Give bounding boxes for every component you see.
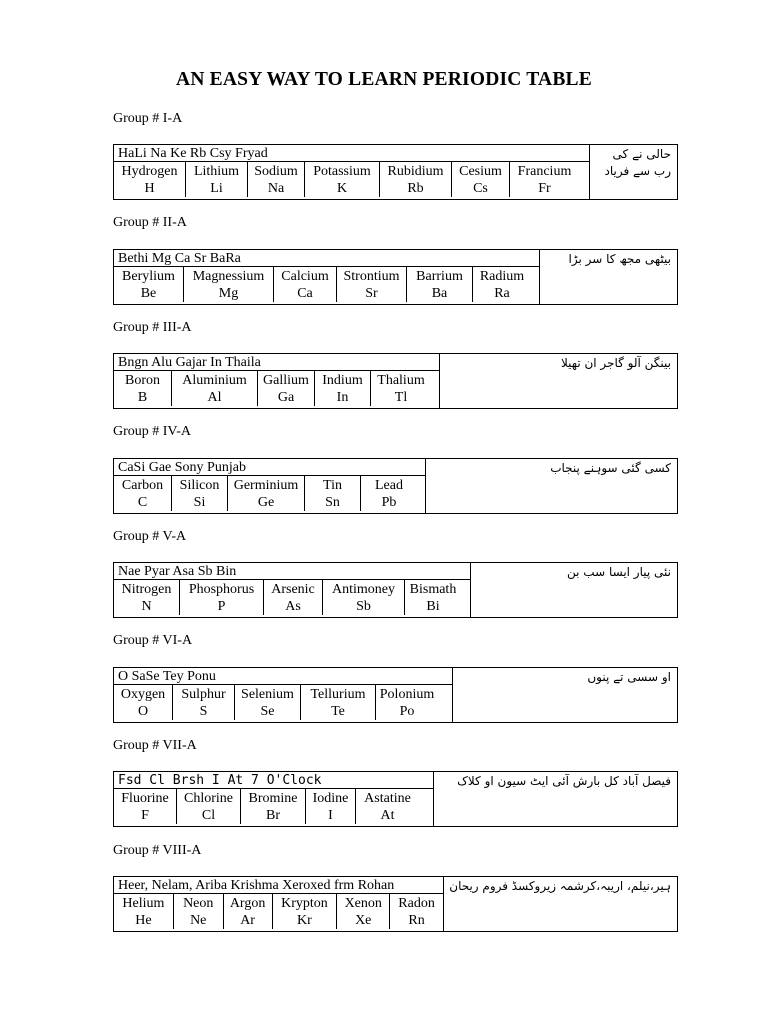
element-symbol: N: [141, 599, 152, 614]
element-symbol: H: [144, 181, 155, 196]
mnemonic-text: Bngn Alu Gajar In Thaila: [114, 354, 439, 371]
element-name: Barrium: [416, 269, 463, 284]
element-symbol: B: [137, 390, 148, 405]
element-symbol: Ga: [277, 390, 295, 405]
element-cell: [114, 267, 184, 302]
element-cell: [273, 894, 338, 929]
element-row: [114, 476, 425, 511]
element-name: Arsenic: [271, 582, 315, 597]
element-symbol: Al: [207, 390, 222, 405]
element-name: Bromine: [248, 791, 298, 806]
group-table: [113, 144, 678, 200]
element-name: Tellurium: [310, 687, 366, 702]
element-row: [114, 371, 439, 406]
element-cell: [248, 162, 305, 197]
element-cell: [114, 685, 173, 720]
element-symbol: F: [141, 808, 149, 823]
page-title: AN EASY WAY TO LEARN PERIODIC TABLE: [176, 69, 592, 90]
element-symbol: Sn: [325, 495, 340, 510]
urdu-line: رب سے فریاد: [604, 164, 671, 178]
group-table: [113, 771, 678, 827]
element-symbol: Rn: [408, 913, 425, 928]
element-cell: [180, 580, 264, 615]
element-symbol: C: [137, 495, 148, 510]
element-name: Hydrogen: [121, 164, 178, 179]
element-name: Aluminium: [182, 373, 247, 388]
element-symbol: Be: [140, 286, 157, 301]
element-cell: [356, 789, 419, 824]
element-cell: [177, 789, 241, 824]
urdu-line: بیٹھی مجھ کا سر بڑا: [568, 252, 671, 266]
urdu-mnemonic: [587, 669, 671, 686]
mnemonic-block: [114, 772, 434, 826]
element-cell: [224, 894, 273, 929]
element-cell: [264, 580, 323, 615]
element-name: Nitrogen: [121, 582, 172, 597]
element-cell: [114, 894, 174, 929]
element-name: Lead: [375, 478, 403, 493]
element-symbol: Rb: [407, 181, 424, 196]
group-table: [113, 667, 678, 723]
group-label: Group # VI-A: [113, 633, 193, 648]
mnemonic-block: [114, 668, 453, 722]
element-symbol: In: [336, 390, 349, 405]
element-cell: [235, 685, 301, 720]
element-name: Neon: [183, 896, 214, 911]
group-table: [113, 249, 678, 305]
element-symbol: Pb: [381, 495, 397, 510]
element-symbol: Ra: [494, 286, 510, 301]
element-cell: [315, 371, 371, 406]
element-symbol: Si: [193, 495, 206, 510]
element-cell: [371, 371, 431, 406]
element-symbol: Mg: [218, 286, 239, 301]
group-label: Group # III-A: [113, 320, 192, 335]
element-name: Indium: [322, 373, 363, 388]
element-name: Lithium: [193, 164, 240, 179]
element-symbol: K: [336, 181, 348, 196]
element-cell: [241, 789, 306, 824]
mnemonic-block: [114, 250, 540, 304]
element-cell: [305, 476, 361, 511]
urdu-line: کسی گئی سوہنے پنجاب: [550, 461, 671, 475]
element-cell: [301, 685, 376, 720]
urdu-line: ہیر،نیلم، اریبہ،کرشمہ زیروکسڈ فروم ریحان: [449, 879, 671, 893]
element-row: [114, 894, 443, 929]
mnemonic-block: [114, 354, 440, 408]
element-name: Chlorine: [184, 791, 233, 806]
element-symbol: Cl: [201, 808, 216, 823]
urdu-line: فیصل آباد کل بارش آئی ایٹ سیون او کلاک: [457, 774, 671, 788]
element-symbol: Po: [399, 704, 415, 719]
element-cell: [380, 162, 452, 197]
element-cell: [172, 476, 228, 511]
element-cell: [510, 162, 579, 197]
element-cell: [172, 371, 258, 406]
element-symbol: Fr: [538, 181, 551, 196]
element-name: Fluorine: [121, 791, 169, 806]
element-name: Calcium: [281, 269, 329, 284]
group-table: [113, 562, 678, 618]
element-symbol: Bi: [426, 599, 440, 614]
element-symbol: Tl: [394, 390, 408, 405]
urdu-mnemonic: [604, 146, 671, 180]
mnemonic-text: HaLi Na Ke Rb Csy Fryad: [114, 145, 589, 162]
element-row: [114, 267, 539, 302]
element-name: Sodium: [254, 164, 298, 179]
element-symbol: Kr: [297, 913, 312, 928]
element-cell: [186, 162, 248, 197]
element-symbol: Li: [210, 181, 223, 196]
group-table: [113, 876, 678, 932]
urdu-line: او سسی تے پنوں: [587, 670, 671, 684]
element-symbol: Ne: [190, 913, 207, 928]
element-name: Francium: [517, 164, 572, 179]
urdu-mnemonic: [449, 878, 671, 895]
element-name: Sulphur: [181, 687, 226, 702]
element-name: Polonium: [379, 687, 435, 702]
element-name: Thalium: [377, 373, 425, 388]
urdu-line: نئی پیار ایسا سب بن: [567, 565, 671, 579]
element-name: Magnessium: [192, 269, 265, 284]
element-cell: [376, 685, 438, 720]
group-table: [113, 458, 678, 514]
element-name: Potassium: [313, 164, 371, 179]
element-name: Boron: [125, 373, 160, 388]
element-name: Helium: [122, 896, 165, 911]
element-name: Iodine: [312, 791, 349, 806]
mnemonic-text: Heer, Nelam, Ariba Krishma Xeroxed frm Rohan: [114, 877, 443, 894]
group-label: Group # I-A: [113, 111, 183, 126]
urdu-mnemonic: [567, 564, 671, 581]
urdu-line: حالی نے کی: [612, 147, 671, 161]
element-name: Germinium: [233, 478, 299, 493]
element-name: Radium: [479, 269, 525, 284]
element-cell: [407, 267, 473, 302]
element-cell: [114, 476, 172, 511]
group-label: Group # II-A: [113, 215, 187, 230]
element-cell: [173, 685, 235, 720]
element-name: Argon: [229, 896, 266, 911]
mnemonic-block: [114, 145, 590, 199]
element-cell: [258, 371, 315, 406]
group-label: Group # VII-A: [113, 738, 197, 753]
element-name: Berylium: [122, 269, 175, 284]
element-symbol: Te: [331, 704, 345, 719]
urdu-mnemonic: [569, 251, 671, 268]
element-row: [114, 580, 470, 615]
element-name: Selenium: [241, 687, 294, 702]
element-symbol: I: [328, 808, 333, 823]
element-cell: [323, 580, 405, 615]
mnemonic-block: [114, 563, 471, 617]
element-name: Xenon: [344, 896, 382, 911]
element-symbol: He: [135, 913, 152, 928]
element-symbol: S: [199, 704, 208, 719]
urdu-mnemonic: [550, 460, 671, 477]
group-label: Group # V-A: [113, 529, 187, 544]
mnemonic-text: CaSi Gae Sony Punjab: [114, 459, 425, 476]
element-cell: [114, 162, 186, 197]
element-name: Gallium: [263, 373, 309, 388]
element-symbol: O: [137, 704, 149, 719]
element-symbol: P: [217, 599, 226, 614]
element-cell: [405, 580, 461, 615]
mnemonic-block: [114, 877, 444, 931]
element-cell: [174, 894, 224, 929]
urdu-mnemonic: [457, 773, 671, 790]
mnemonic-text: Nae Pyar Asa Sb Bin: [114, 563, 470, 580]
element-row: [114, 789, 433, 824]
element-cell: [114, 789, 177, 824]
element-symbol: Xe: [355, 913, 372, 928]
element-row: [114, 685, 452, 720]
element-name: Phosphorus: [188, 582, 255, 597]
element-name: Astatine: [364, 791, 411, 806]
element-cell: [274, 267, 337, 302]
element-symbol: Se: [260, 704, 275, 719]
element-symbol: Sb: [356, 599, 371, 614]
element-name: Oxygen: [120, 687, 166, 702]
mnemonic-text: Bethi Mg Ca Sr BaRa: [114, 250, 539, 267]
element-symbol: Ca: [297, 286, 313, 301]
element-cell: [473, 267, 531, 302]
element-name: Carbon: [121, 478, 164, 493]
element-cell: [114, 371, 172, 406]
group-table: [113, 353, 678, 409]
element-symbol: Ar: [240, 913, 255, 928]
element-cell: [337, 267, 407, 302]
element-symbol: Ge: [257, 495, 275, 510]
element-cell: [361, 476, 417, 511]
element-cell: [228, 476, 305, 511]
element-name: Antimoney: [332, 582, 395, 597]
element-symbol: Na: [267, 181, 285, 196]
element-symbol: Br: [266, 808, 280, 823]
element-name: Bismath: [409, 582, 457, 597]
element-symbol: Sr: [365, 286, 378, 301]
group-label: Group # IV-A: [113, 424, 192, 439]
element-name: Tin: [323, 478, 342, 493]
element-name: Krypton: [281, 896, 328, 911]
element-symbol: Cs: [473, 181, 488, 196]
element-cell: [184, 267, 274, 302]
element-row: [114, 162, 589, 197]
urdu-mnemonic: [561, 355, 671, 372]
element-cell: [305, 162, 380, 197]
element-symbol: As: [285, 599, 301, 614]
element-cell: [306, 789, 356, 824]
element-cell: [337, 894, 390, 929]
element-symbol: At: [380, 808, 395, 823]
element-name: Cesium: [459, 164, 502, 179]
element-symbol: Ba: [431, 286, 448, 301]
element-cell: [114, 580, 180, 615]
element-name: Radon: [398, 896, 435, 911]
element-name: Strontium: [343, 269, 400, 284]
element-name: Silicon: [179, 478, 220, 493]
group-label: Group # VIII-A: [113, 843, 202, 858]
mnemonic-text: Fsd Cl Brsh I At 7 O'Clock: [114, 772, 433, 789]
element-name: Rubidium: [387, 164, 444, 179]
mnemonic-block: [114, 459, 426, 513]
element-cell: [390, 894, 443, 929]
element-cell: [452, 162, 510, 197]
urdu-line: بینگن آلو گاجر ان تھیلا: [561, 356, 671, 370]
mnemonic-text: O SaSe Tey Ponu: [114, 668, 452, 685]
